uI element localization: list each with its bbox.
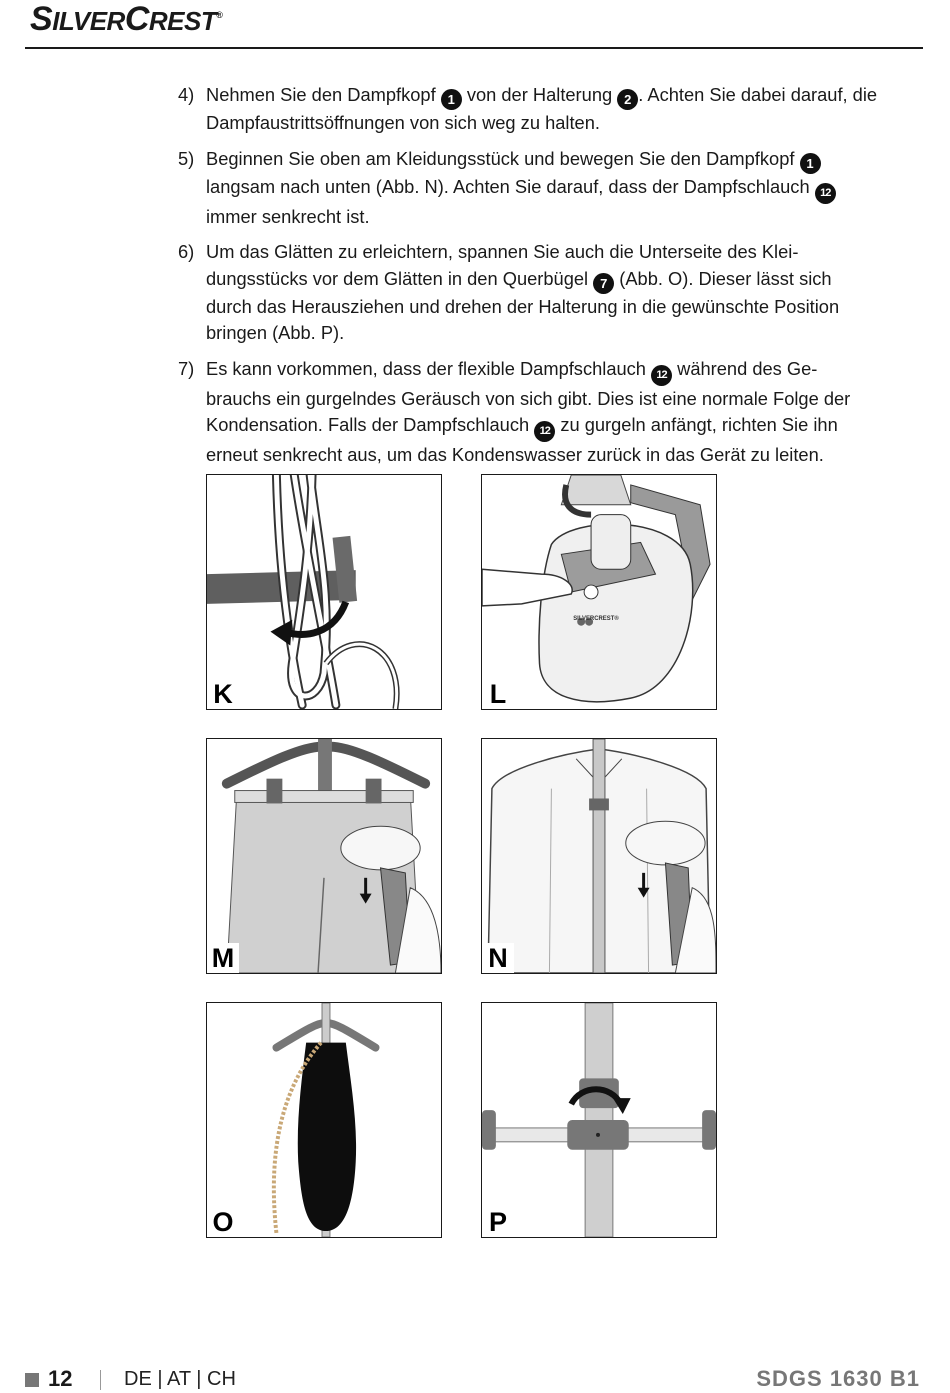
- figure-m: [206, 738, 442, 974]
- figure-label: L: [482, 679, 514, 709]
- device-logo: SILVERCREST®: [573, 615, 619, 622]
- figure-label: M: [207, 943, 239, 973]
- step-text: Es kann vorkommen, dass der flexible Dampfschlauch: [206, 357, 652, 379]
- step-5: [178, 146, 878, 231]
- steamer-base-illustration: [482, 475, 716, 709]
- step-text: Beginnen Sie oben am Kleidungsstück und bewegen Sie den Dampfkopf: [206, 147, 800, 169]
- part-reference-badge: 12: [534, 421, 555, 442]
- part-reference-badge: 1: [441, 89, 462, 110]
- figure-k: [206, 474, 442, 710]
- step-text: langsam nach unten (Abb. N). Achten Sie darauf, dass der Dampfschlauch: [206, 175, 815, 197]
- crossbar-rotation-illustration: [482, 1003, 716, 1237]
- part-reference-badge: 2: [617, 89, 638, 110]
- shirt-steaming-illustration: [482, 739, 716, 973]
- language-codes: DE | AT | CH: [124, 1368, 236, 1390]
- figure-n: [481, 738, 717, 974]
- step-text: während des Ge-brauchs ein gurgelndes Geräusch von sich gibt. Dies ist eine normale Folge der Kondensation. Falls der Dampfschlauch: [206, 357, 851, 435]
- step-6: [178, 239, 878, 347]
- footer-marker: [25, 1373, 39, 1387]
- dress-crossbar-illustration: [207, 1003, 441, 1237]
- part-reference-badge: 1: [800, 153, 821, 174]
- trousers-steaming-illustration: [207, 739, 441, 973]
- step-number: 6): [178, 241, 195, 262]
- figure-label: N: [482, 943, 514, 973]
- step-number: 5): [178, 147, 195, 169]
- figure-label: K: [207, 679, 239, 709]
- step-text: zu gurgeln anfängt, richten Sie ihn erneut senkrecht aus, um das Kondenswasser zurück in das Gerät zu leiten.: [206, 414, 838, 465]
- step-text: . Achten Sie dabei darauf, die Dampfaustrittsöffnungen von sich weg zu halten.: [206, 84, 878, 133]
- figure-label: O: [207, 1207, 239, 1237]
- header-rule: [25, 47, 923, 49]
- part-reference-badge: 12: [815, 183, 836, 204]
- figure-p: [481, 1002, 717, 1238]
- footer-divider: [100, 1370, 101, 1390]
- page-number: 12: [48, 1366, 73, 1391]
- step-text: immer senkrecht ist.: [206, 205, 370, 227]
- step-7: [178, 356, 878, 469]
- step-text: Nehmen Sie den Dampfkopf: [206, 84, 441, 105]
- step-text: Um das Glätten zu erleichtern, spannen Sie auch die Unterseite des Klei-dungsstücks vor dem Glätten in den Querbügel: [206, 241, 799, 289]
- hose-strap-illustration: [207, 475, 441, 709]
- instruction-list: [178, 82, 878, 478]
- brand-logo: SILVERCREST®: [30, 0, 223, 38]
- step-text: (Abb. O). Dieser lässt sich durch das Herausziehen und drehen der Halterung in die gewünschte Position bringen (Abb. P).: [206, 267, 840, 343]
- step-text: von der Halterung: [461, 84, 618, 105]
- part-reference-badge: 12: [651, 365, 672, 386]
- step-number: 7): [178, 357, 195, 379]
- figure-l: [481, 474, 717, 710]
- step-number: 4): [178, 84, 195, 105]
- model-number: SDGS 1630 B1: [756, 1366, 920, 1391]
- figure-o: [206, 1002, 442, 1238]
- part-reference-badge: 7: [593, 273, 614, 294]
- figure-label: P: [482, 1207, 514, 1237]
- step-4: [178, 82, 878, 137]
